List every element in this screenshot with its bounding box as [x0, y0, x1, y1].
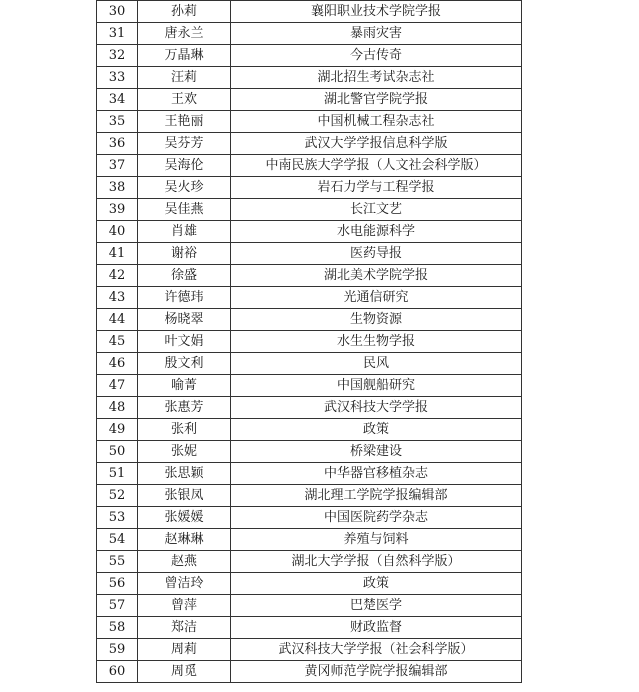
person-name-cell: 王艳丽 — [138, 111, 231, 133]
table-row — [97, 199, 522, 221]
publication-unit-cell: 民风 — [231, 353, 522, 375]
publication-unit-cell: 中国机械工程杂志社 — [231, 111, 522, 133]
table-row — [97, 177, 522, 199]
row-number-cell: 47 — [97, 375, 138, 397]
publication-unit-cell: 湖北警官学院学报 — [231, 89, 522, 111]
publication-unit-cell: 水生生物学报 — [231, 331, 522, 353]
person-name-cell: 徐盛 — [138, 265, 231, 287]
publication-unit-cell: 黄冈师范学院学报编辑部 — [231, 661, 522, 683]
row-number-cell: 31 — [97, 23, 138, 45]
row-number-cell: 41 — [97, 243, 138, 265]
table-row — [97, 45, 522, 67]
table-row — [97, 551, 522, 573]
person-name-cell: 张媛媛 — [138, 507, 231, 529]
row-number-cell: 37 — [97, 155, 138, 177]
table-row — [97, 265, 522, 287]
row-number-cell: 43 — [97, 287, 138, 309]
table-row — [97, 331, 522, 353]
person-name-cell: 张利 — [138, 419, 231, 441]
publication-unit-cell: 中南民族大学学报（人文社会科学版） — [231, 155, 522, 177]
person-name-cell: 张银凤 — [138, 485, 231, 507]
publication-unit-cell: 养殖与饲料 — [231, 529, 522, 551]
table-row — [97, 463, 522, 485]
table-row — [97, 507, 522, 529]
table-row — [97, 23, 522, 45]
table-row — [97, 1, 522, 23]
row-number-cell: 35 — [97, 111, 138, 133]
row-number-cell: 40 — [97, 221, 138, 243]
row-number-cell: 33 — [97, 67, 138, 89]
row-number-cell: 52 — [97, 485, 138, 507]
row-number-cell: 57 — [97, 595, 138, 617]
row-number-cell: 54 — [97, 529, 138, 551]
publication-unit-cell: 中国舰船研究 — [231, 375, 522, 397]
table-row — [97, 67, 522, 89]
row-number-cell: 60 — [97, 661, 138, 683]
table-row — [97, 353, 522, 375]
person-name-cell: 吴芬芳 — [138, 133, 231, 155]
roster-table — [96, 0, 522, 683]
person-name-cell: 张妮 — [138, 441, 231, 463]
table-row — [97, 375, 522, 397]
publication-unit-cell: 襄阳职业技术学院学报 — [231, 1, 522, 23]
publication-unit-cell: 政策 — [231, 419, 522, 441]
person-name-cell: 吴海伦 — [138, 155, 231, 177]
table-row — [97, 573, 522, 595]
table-row — [97, 639, 522, 661]
table-row — [97, 397, 522, 419]
person-name-cell: 叶文娟 — [138, 331, 231, 353]
person-name-cell: 谢裕 — [138, 243, 231, 265]
publication-unit-cell: 今古传奇 — [231, 45, 522, 67]
person-name-cell: 杨晓翠 — [138, 309, 231, 331]
table-row — [97, 441, 522, 463]
person-name-cell: 吴火珍 — [138, 177, 231, 199]
person-name-cell: 万晶琳 — [138, 45, 231, 67]
person-name-cell: 孙莉 — [138, 1, 231, 23]
row-number-cell: 38 — [97, 177, 138, 199]
row-number-cell: 44 — [97, 309, 138, 331]
row-number-cell: 50 — [97, 441, 138, 463]
row-number-cell: 51 — [97, 463, 138, 485]
table-row — [97, 529, 522, 551]
publication-unit-cell: 巴楚医学 — [231, 595, 522, 617]
person-name-cell: 汪莉 — [138, 67, 231, 89]
person-name-cell: 曾萍 — [138, 595, 231, 617]
publication-unit-cell: 财政监督 — [231, 617, 522, 639]
person-name-cell: 许德玮 — [138, 287, 231, 309]
row-number-cell: 48 — [97, 397, 138, 419]
row-number-cell: 46 — [97, 353, 138, 375]
table-row — [97, 243, 522, 265]
table-row — [97, 419, 522, 441]
person-name-cell: 周觅 — [138, 661, 231, 683]
publication-unit-cell: 政策 — [231, 573, 522, 595]
publication-unit-cell: 医药导报 — [231, 243, 522, 265]
publication-unit-cell: 湖北理工学院学报编辑部 — [231, 485, 522, 507]
person-name-cell: 殷文利 — [138, 353, 231, 375]
publication-unit-cell: 中华器官移植杂志 — [231, 463, 522, 485]
person-name-cell: 周莉 — [138, 639, 231, 661]
publication-unit-cell: 武汉大学学报信息科学版 — [231, 133, 522, 155]
publication-unit-cell: 光通信研究 — [231, 287, 522, 309]
publication-unit-cell: 暴雨灾害 — [231, 23, 522, 45]
table-row — [97, 661, 522, 683]
table-row — [97, 309, 522, 331]
document-page — [96, 0, 521, 683]
person-name-cell: 曾洁玲 — [138, 573, 231, 595]
publication-unit-cell: 水电能源科学 — [231, 221, 522, 243]
publication-unit-cell: 长江文艺 — [231, 199, 522, 221]
roster-table-body — [97, 1, 522, 683]
publication-unit-cell: 中国医院药学杂志 — [231, 507, 522, 529]
publication-unit-cell: 湖北大学学报（自然科学版） — [231, 551, 522, 573]
publication-unit-cell: 岩石力学与工程学报 — [231, 177, 522, 199]
table-row — [97, 287, 522, 309]
publication-unit-cell: 武汉科技大学学报（社会科学版） — [231, 639, 522, 661]
table-row — [97, 485, 522, 507]
table-row — [97, 111, 522, 133]
row-number-cell: 30 — [97, 1, 138, 23]
person-name-cell: 赵琳琳 — [138, 529, 231, 551]
row-number-cell: 32 — [97, 45, 138, 67]
table-row — [97, 221, 522, 243]
row-number-cell: 59 — [97, 639, 138, 661]
publication-unit-cell: 桥梁建设 — [231, 441, 522, 463]
row-number-cell: 49 — [97, 419, 138, 441]
row-number-cell: 53 — [97, 507, 138, 529]
table-row — [97, 595, 522, 617]
row-number-cell: 36 — [97, 133, 138, 155]
person-name-cell: 赵燕 — [138, 551, 231, 573]
publication-unit-cell: 生物资源 — [231, 309, 522, 331]
table-row — [97, 133, 522, 155]
table-row — [97, 89, 522, 111]
person-name-cell: 张惠芳 — [138, 397, 231, 419]
person-name-cell: 喻菁 — [138, 375, 231, 397]
publication-unit-cell: 武汉科技大学学报 — [231, 397, 522, 419]
person-name-cell: 郑洁 — [138, 617, 231, 639]
table-row — [97, 155, 522, 177]
person-name-cell: 张思颖 — [138, 463, 231, 485]
row-number-cell: 39 — [97, 199, 138, 221]
row-number-cell: 45 — [97, 331, 138, 353]
row-number-cell: 34 — [97, 89, 138, 111]
person-name-cell: 肖雄 — [138, 221, 231, 243]
row-number-cell: 56 — [97, 573, 138, 595]
row-number-cell: 55 — [97, 551, 138, 573]
publication-unit-cell: 湖北美术学院学报 — [231, 265, 522, 287]
publication-unit-cell: 湖北招生考试杂志社 — [231, 67, 522, 89]
person-name-cell: 吴佳燕 — [138, 199, 231, 221]
row-number-cell: 58 — [97, 617, 138, 639]
row-number-cell: 42 — [97, 265, 138, 287]
person-name-cell: 唐永兰 — [138, 23, 231, 45]
table-row — [97, 617, 522, 639]
person-name-cell: 王欢 — [138, 89, 231, 111]
